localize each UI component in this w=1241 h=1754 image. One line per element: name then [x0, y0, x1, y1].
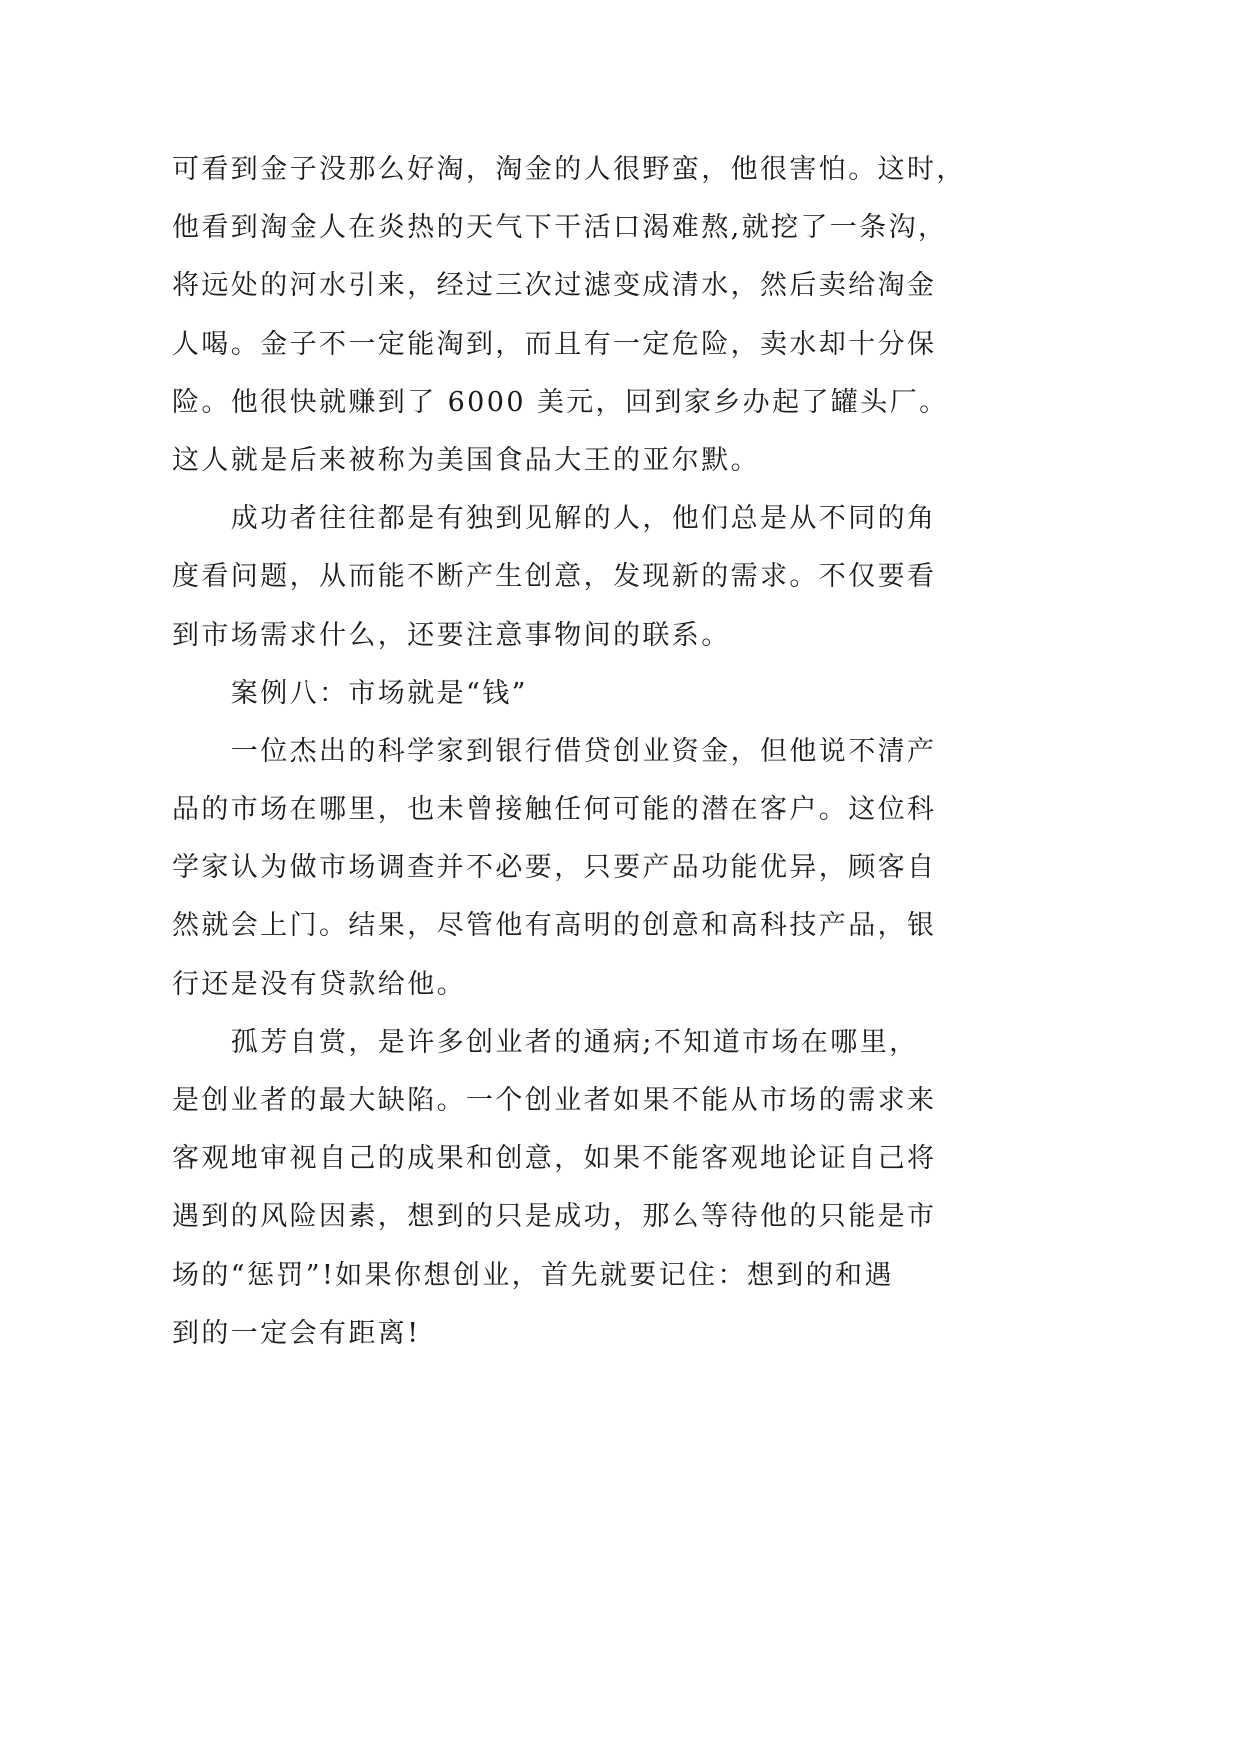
text-line: 一位杰出的科学家到银行借贷创业资金，但他说不清产: [230, 735, 937, 767]
text-line: 人喝。金子不一定能淘到，而且有一定危险，卖水却十分保: [172, 328, 937, 360]
text-line: 场的“惩罚”!如果你想创业，首先就要记住：想到的和遇: [172, 1259, 894, 1291]
paragraph: [172, 723, 1052, 1014]
text-line: 客观地审视自己的成果和创意，如果不能客观地论证自己将: [172, 1143, 937, 1175]
paragraph: [172, 490, 1052, 665]
text-line: 这人就是后来被称为美国食品大王的亚尔默。: [172, 444, 760, 476]
text-line: 学家认为做市场调查并不必要，只要产品功能优异，顾客自: [172, 852, 937, 884]
text-line: 然就会上门。结果，尽管他有高明的创意和高科技产品，银: [172, 910, 937, 942]
text-line: 到的一定会有距离!: [172, 1317, 421, 1349]
section-heading-text: 案例八：市场就是“钱”: [230, 677, 528, 709]
text-line: 度看问题，从而能不断产生创意，发现新的需求。不仅要看: [172, 561, 937, 593]
text-line: 到市场需求什么，还要注意事物间的联系。: [172, 619, 731, 651]
text-line: 可看到金子没那么好淘，淘金的人很野蛮，他很害怕。这时，: [172, 154, 966, 185]
text-line: 将远处的河水引来，经过三次过滤变成清水，然后卖给淘金: [172, 270, 937, 302]
text-line: 险。他很快就赚到了 6000 美元，回到家乡办起了罐头厂。: [172, 386, 949, 418]
text-line: 品的市场在哪里，也未曾接触任何可能的潜在客户。这位科: [172, 794, 937, 826]
paragraph: [172, 141, 1052, 490]
paragraph: [172, 1014, 1052, 1363]
text-line: 是创业者的最大缺陷。一个创业者如果不能从市场的需求来: [172, 1085, 937, 1116]
text-line: 他看到淘金人在炎热的天气下干活口渴难熬,就挖了一条沟，: [172, 212, 948, 244]
document-body: [172, 141, 1052, 1363]
text-line: 行还是没有贷款给他。: [172, 968, 466, 1000]
text-line: 孤芳自赏，是许多创业者的通病;不知道市场在哪里，: [230, 1026, 919, 1058]
text-line: 遇到的风险因素，想到的只是成功，那么等待他的只能是市: [172, 1201, 937, 1233]
section-heading: [172, 665, 1052, 723]
text-line: 成功者往往都是有独到见解的人，他们总是从不同的角: [230, 503, 937, 535]
